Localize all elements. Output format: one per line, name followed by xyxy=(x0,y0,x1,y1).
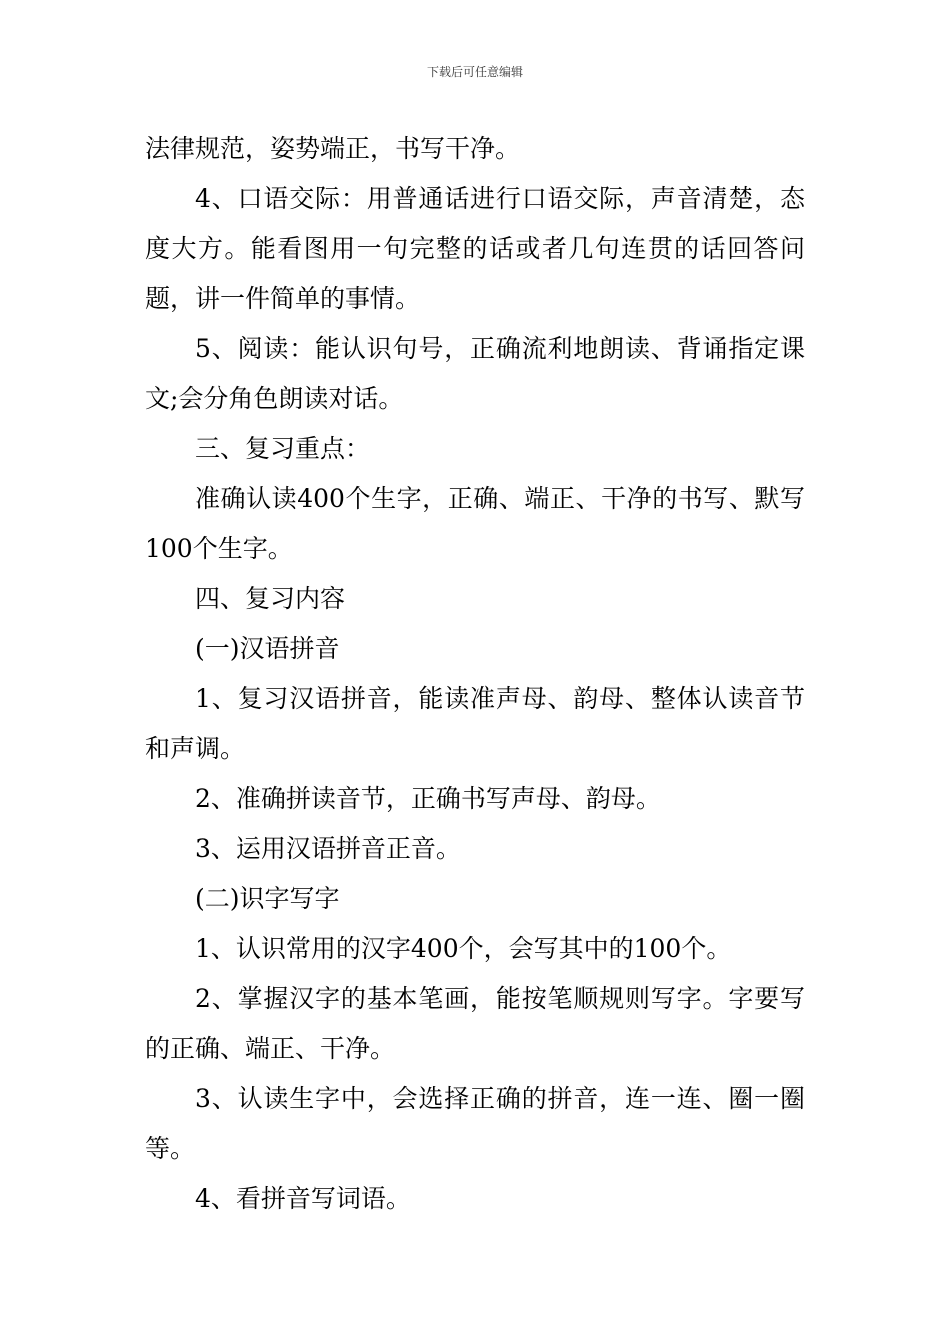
page-header-note: 下载后可任意编辑 xyxy=(426,65,523,79)
section-heading-review-content: 四、复习内容 xyxy=(195,584,346,613)
paragraph-reading: 5、阅读：能认识句号，正确流利地朗读、背诵指定课文;会分角色朗读对话。 xyxy=(145,334,805,413)
paragraph-review-focus: 准确认读400个生字，正确、端正、干净的书写、默写100个生字。 xyxy=(145,484,805,563)
paragraph-characters-2: 2、掌握汉字的基本笔画，能按笔顺规则写字。字要写的正确、端正、干净。 xyxy=(145,984,805,1063)
paragraph-pinyin-3: 3、运用汉语拼音正音。 xyxy=(195,834,461,863)
paragraph-characters-3: 3、认读生字中，会选择正确的拼音，连一连、圈一圈等。 xyxy=(145,1084,805,1163)
paragraph-characters-1: 1、认识常用的汉字400个，会写其中的100个。 xyxy=(195,934,732,963)
document-body xyxy=(145,124,805,1224)
subsection-heading-pinyin: (一)汉语拼音 xyxy=(195,634,340,663)
paragraph-oral-communication: 4、口语交际：用普通话进行口语交际，声音清楚，态度大方。能看图用一句完整的话或者几句连贯的话回答问题，讲一件简单的事情。 xyxy=(145,184,805,313)
paragraph-characters-4: 4、看拼音写词语。 xyxy=(195,1184,411,1213)
paragraph-handwriting-continued: 法律规范，姿势端正，书写干净。 xyxy=(145,134,521,163)
paragraph-pinyin-2: 2、准确拼读音节，正确书写声母、韵母。 xyxy=(195,784,661,813)
subsection-heading-characters: (二)识字写字 xyxy=(195,884,340,913)
section-heading-review-focus: 三、复习重点： xyxy=(195,434,371,463)
paragraph-pinyin-1: 1、复习汉语拼音，能读准声母、韵母、整体认读音节和声调。 xyxy=(145,684,805,763)
